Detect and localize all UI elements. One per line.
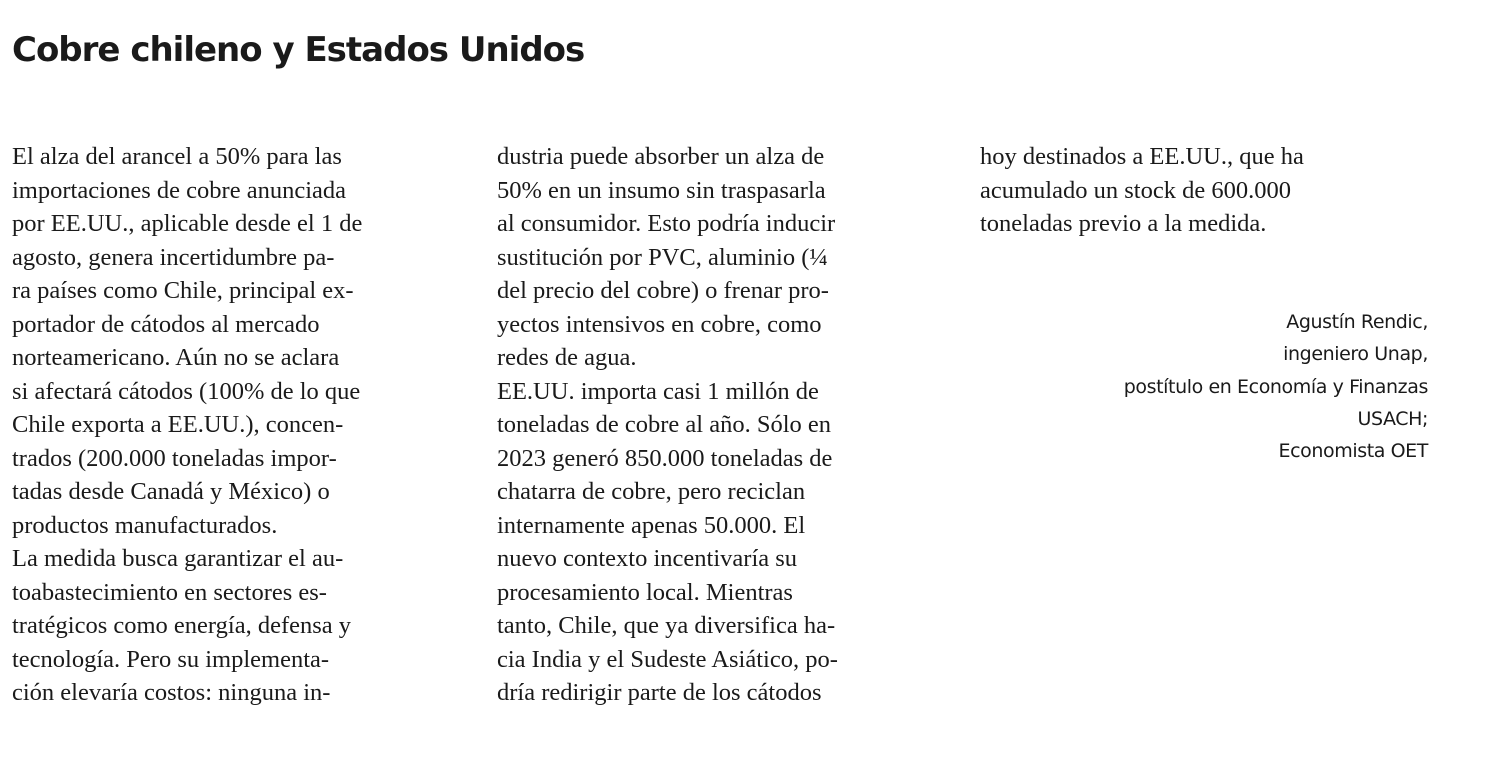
text-line: trados (200.000 toneladas impor- — [12, 444, 337, 472]
article-column-2 — [497, 140, 838, 710]
text-line: tadas desde Canadá y México) o — [12, 478, 330, 505]
author-signature — [1124, 306, 1428, 467]
text-line: ción elevaría costos: ninguna in- — [12, 679, 331, 706]
text-line: procesamiento local. Mientras — [497, 578, 793, 606]
text-line: nuevo contexto incentivaría su — [497, 545, 798, 572]
text-line: ra países como Chile, principal ex- — [12, 277, 354, 304]
article-column-3 — [980, 140, 1304, 241]
text-line: norteamericano. Aún no se aclara — [12, 344, 340, 371]
text-line: por EE.UU., aplicable desde el 1 de — [12, 210, 363, 237]
text-line: 50% en un insumo sin traspasarla — [497, 176, 826, 204]
author-credential: postítulo en Economía y Finanzas — [1123, 375, 1428, 398]
text-line: productos manufacturados. — [12, 511, 278, 539]
text-line: si afectará cátodos (100% de lo que — [12, 377, 361, 405]
text-line: al consumidor. Esto podría inducir — [497, 210, 836, 237]
text-line: del precio del cobre) o frenar pro- — [497, 277, 829, 304]
text-line: toneladas previo a la medida. — [980, 210, 1267, 237]
article-title: Cobre chileno y Estados Unidos — [12, 30, 585, 70]
text-line: acumulado un stock de 600.000 — [980, 176, 1291, 204]
text-line: internamente apenas 50.000. El — [497, 511, 806, 539]
text-line: dustria puede absorber un alza de — [497, 143, 825, 170]
text-line: El alza del arancel a 50% para las — [12, 143, 342, 170]
text-line: redes de agua. — [497, 344, 637, 371]
text-line: yectos intensivos en cobre, como — [497, 310, 822, 338]
text-line: cia India y el Sudeste Asiático, po- — [497, 645, 838, 673]
article-column-1 — [12, 140, 362, 710]
author-credential: ingeniero Unap, — [1283, 343, 1428, 366]
text-line: chatarra de cobre, pero reciclan — [497, 478, 806, 505]
text-line: toneladas de cobre al año. Sólo en — [497, 411, 832, 438]
text-line: tanto, Chile, que ya diversifica ha- — [497, 612, 836, 639]
text-line: tratégicos como energía, defensa y — [12, 612, 352, 639]
text-line: importaciones de cobre anunciada — [12, 176, 347, 204]
text-line: toabastecimiento en sectores es- — [12, 578, 327, 606]
text-line: EE.UU. importa casi 1 millón de — [497, 377, 819, 405]
text-line: hoy destinados a EE.UU., que ha — [980, 143, 1304, 170]
text-line: dría redirigir parte de los cátodos — [497, 679, 822, 706]
text-line: agosto, genera incertidumbre pa- — [12, 243, 335, 271]
author-name: Agustín Rendic, — [1286, 311, 1428, 333]
text-line: La medida busca garantizar el au- — [12, 545, 344, 572]
author-credential: Economista OET — [1278, 440, 1428, 463]
author-credential: USACH; — [1357, 407, 1428, 430]
text-line: tecnología. Pero su implementa- — [12, 645, 330, 673]
text-line: portador de cátodos al mercado — [12, 310, 320, 338]
text-line: sustitución por PVC, aluminio (¼ — [497, 243, 828, 271]
text-line: 2023 generó 850.000 toneladas de — [497, 444, 833, 472]
text-line: Chile exporta a EE.UU.), concen- — [12, 411, 344, 438]
